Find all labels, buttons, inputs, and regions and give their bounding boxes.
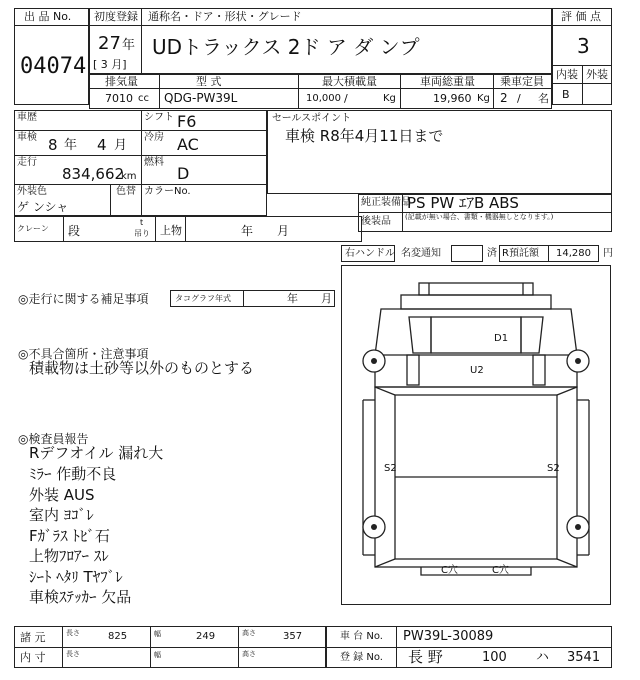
fuel-value: D — [177, 164, 190, 183]
max-load-unit: Kg — [383, 93, 396, 104]
inspector-item: ｼｰﾄ ﾍﾀﾘ Tﾔﾌﾞﾚ — [29, 568, 123, 586]
plate-kana: ハ — [536, 650, 550, 665]
max-load-value: 10,000 — [306, 93, 341, 104]
rating-value: 3 — [577, 34, 590, 58]
truck-diagram — [341, 265, 611, 605]
plate-label: 登 録 No. — [340, 652, 383, 663]
max-load-sep: / — [344, 92, 348, 105]
exterior-grade-label: 外装 — [586, 68, 608, 81]
ac-label: 冷房 — [144, 132, 164, 143]
crane-stage: 段 — [68, 224, 81, 238]
color-code-label: カラーNo. — [144, 186, 191, 197]
equipment-value: PS PW ｴｱB ABS — [407, 194, 519, 212]
damage-mark-s2-right: S2 — [547, 463, 560, 474]
max-load-label: 最大積載量 — [322, 75, 377, 88]
first-registration-label: 初度登録 — [94, 10, 138, 23]
inspector-item: ﾐﾗｰ 作動不良 — [29, 465, 117, 483]
inspector-item: 室内 ﾖｺﾞﾚ — [29, 506, 94, 524]
dimensions-label: 諸 元 — [20, 631, 46, 644]
mount-month: 月 — [277, 224, 290, 238]
capacity-sep: / — [517, 92, 521, 105]
plate-class: 100 — [482, 650, 507, 665]
shift-value: F6 — [177, 112, 197, 131]
inspection-month: 4 — [97, 136, 107, 154]
interior-dims-label: 内 寸 — [20, 651, 46, 664]
crane-label: クレーン — [17, 224, 49, 233]
interior-length-label: 長さ — [66, 650, 80, 658]
crane-row — [14, 216, 362, 242]
chassis-number: PW39L-30089 — [403, 629, 494, 644]
inspection-label: 車検 — [17, 132, 37, 143]
gross-weight-unit: Kg — [477, 93, 490, 104]
displacement-label: 排気量 — [105, 75, 138, 88]
inspection-year-unit: 年 — [64, 138, 78, 153]
inspector-item: Rデフオイル 漏れ大 — [29, 444, 164, 462]
inspector-item: 車検ｽﾃｯｶｰ 欠品 — [29, 588, 132, 606]
mount-year: 年 — [241, 224, 254, 238]
tachograph-year: 年 — [287, 292, 298, 305]
inspector-item: Fｶﾞﾗｽ ﾄﾋﾞ石 — [29, 527, 110, 545]
sales-point-text: 車検 R8年4月11日まで — [285, 127, 444, 145]
model-name-label: 通称名・ドア・形状・グレード — [148, 10, 302, 23]
lot-number: 04074 — [20, 54, 87, 79]
inspector-item: 上物ﾌﾛｱｰ ｽﾚ — [29, 547, 109, 565]
retrofit-note: (記載が無い場合、書類・機器無しとなります。) — [405, 213, 554, 221]
recycle-label: 済 — [487, 248, 497, 259]
damage-mark-c-right: C穴 — [492, 565, 509, 576]
ac-value: AC — [177, 135, 199, 154]
recycle-deposit-label: R預託額 — [502, 248, 539, 259]
crane-ton-top: t — [140, 218, 144, 227]
damage-mark-u2: U2 — [470, 365, 484, 376]
damage-mark-c-left: C穴 — [441, 565, 458, 576]
history-label: 車歴 — [17, 112, 37, 123]
width-value: 249 — [196, 631, 216, 642]
damage-mark-d1: D1 — [494, 333, 509, 344]
name-change-notice-label: 名変通知 — [401, 248, 441, 259]
retrofit-label: 後装品 — [361, 216, 391, 227]
sales-point-label: セールスポイント — [272, 113, 352, 124]
recycle-deposit-value: 14,280 — [556, 248, 591, 259]
displacement-unit: cc — [138, 93, 149, 104]
interior-width-label: 幅 — [154, 651, 161, 659]
plate-region: 長 野 — [408, 648, 443, 666]
model-code-label: 型 式 — [196, 75, 222, 88]
mileage-label: 走行 — [17, 157, 37, 168]
interior-grade-label: 内装 — [556, 68, 578, 81]
inspector-list — [29, 444, 164, 606]
driving-supplement-title: ◎走行に関する補足事項 — [18, 292, 149, 306]
inspector-title: ◎検査員報告 — [18, 432, 89, 446]
rating-label: 評 価 点 — [561, 10, 601, 23]
recycle-unit: 円 — [603, 248, 613, 259]
ext-color: ゲ ンシャ — [17, 200, 69, 214]
crane-ton-bottom: 吊り — [134, 229, 150, 238]
tachograph-month: 月 — [321, 292, 332, 305]
height-label: 高さ — [242, 629, 256, 637]
first-registration-year: 27 — [98, 33, 121, 54]
capacity-unit: 名 — [538, 92, 549, 105]
model-name: UDトラックス 2ド ア ダ ンプ — [152, 35, 420, 59]
fuel-label: 燃料 — [144, 157, 164, 168]
inspector-item: 外装 AUS — [29, 486, 95, 504]
chassis-label: 車 台 No. — [340, 631, 383, 642]
name-change-notice-box — [451, 245, 483, 262]
mount-label: 上物 — [160, 224, 182, 237]
first-registration-month: [ 3 月] — [93, 58, 127, 71]
tachograph-label: タコグラフ年式 — [175, 294, 231, 303]
equipment-label: 純正装備品 — [361, 197, 411, 208]
handle-value: 右ハンドル — [345, 248, 395, 259]
inspection-month-unit: 月 — [114, 138, 128, 153]
displacement-value: 7010 — [105, 92, 133, 105]
mileage-value: 834,662 — [62, 165, 125, 183]
ext-color-label: 外装色 — [17, 186, 47, 197]
gross-weight-value: 19,960 — [433, 92, 472, 105]
color-no-label: 色替 — [116, 186, 136, 197]
model-code: QDG-PW39L — [164, 91, 238, 105]
length-label: 長さ — [66, 629, 80, 637]
defects-text: 積載物は土砂等以外のものとする — [29, 359, 255, 377]
interior-grade: B — [562, 88, 570, 101]
capacity-value: 2 — [500, 91, 508, 105]
length-value: 825 — [108, 631, 128, 642]
plate-number: 3541 — [567, 650, 601, 665]
shift-label: シフト — [144, 112, 174, 123]
first-registration-year-unit: 年 — [122, 38, 136, 53]
height-value: 357 — [283, 631, 303, 642]
width-label: 幅 — [154, 630, 161, 638]
interior-height-label: 高さ — [242, 650, 256, 658]
defects-title: ◎不具合箇所・注意事項 — [18, 347, 149, 361]
inspection-year: 8 — [48, 136, 58, 154]
mileage-unit: km — [121, 171, 137, 182]
damage-mark-s2-left: S2 — [384, 463, 397, 474]
capacity-label: 乗車定員 — [500, 75, 544, 88]
gross-weight-label: 車両総重量 — [420, 75, 475, 88]
lot-number-label: 出 品 No. — [24, 10, 72, 23]
